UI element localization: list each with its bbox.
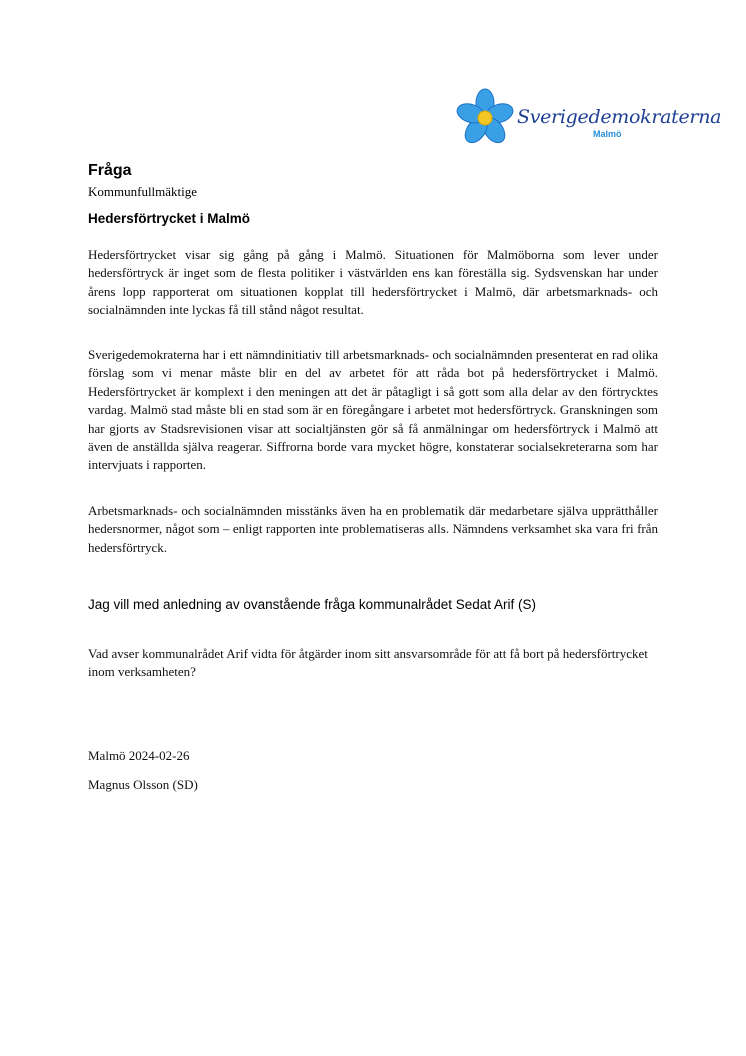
document-heading: Hedersförtrycket i Malmö xyxy=(88,211,251,226)
question-intro: Jag vill med anledning av ovanstående fråga kommunalrådet Sedat Arif (S) xyxy=(88,597,537,612)
document-title: Fråga xyxy=(88,162,132,179)
place-date: Malmö 2024-02-26 xyxy=(88,748,190,763)
question-text: Vad avser kommunalrådet Arif vidta för åtgärder inom sitt ansvarsområde för att få bort på hedersförtrycket inom verksamheten? xyxy=(88,646,648,680)
party-logo xyxy=(455,86,722,150)
body-paragraph-2: Sverigedemokraterna har i ett nämndinitiativ till arbetsmarknads- och socialnämnden presenterat en rad olika förslag som vi menar måste blir en del av arbetet för att råda bot på hedersförtrycket i Malmö. Hedersförtrycket är komplext i den meningen att det är påtagligt i så gott som alla delar av den förtrycktes vardag. Malmö stad måste bli en stad som är en föregångare i arbetet mot hedersförtryck. Granskningen som har gjorts av Stadsrevisionen visar att socialtjänsten gör så få anmälningar om hedersförtryck i Malmö att även de anställda själva reagerar. Siffrorna borde vara mycket högre, konstaterar socialsekreterarna som har intervjuats i rapporten. xyxy=(88,347,658,473)
signer-name: Magnus Olsson (SD) xyxy=(88,777,198,792)
document-subtitle: Kommunfullmäktige xyxy=(88,184,198,199)
logo-wordmark: Sverigedemokraterna xyxy=(517,106,722,128)
logo-subtitle: Malmö xyxy=(593,129,622,139)
body-paragraph-3: Arbetsmarknads- och socialnämnden misstänks även ha en problematik där medarbetare själva upprätthåller hedersnormer, något som – enligt rapporten inte problematiseras alls. Nämndens verksamhet ska vara fri från hedersförtryck. xyxy=(88,503,658,555)
flower-icon xyxy=(455,86,519,150)
body-paragraph-1: Hedersförtrycket visar sig gång på gång i Malmö. Situationen för Malmöborna som lever under hedersförtryck är inget som de flesta politiker i västvärlden ens kan föreställa sig. Sydsvenskan har under årens lopp rapporterat om situationen kopplat till hedersförtrycket i Malmö, där arbetsmarknads- och socialnämnden inte lyckas få till stånd något resultat. xyxy=(88,247,658,318)
